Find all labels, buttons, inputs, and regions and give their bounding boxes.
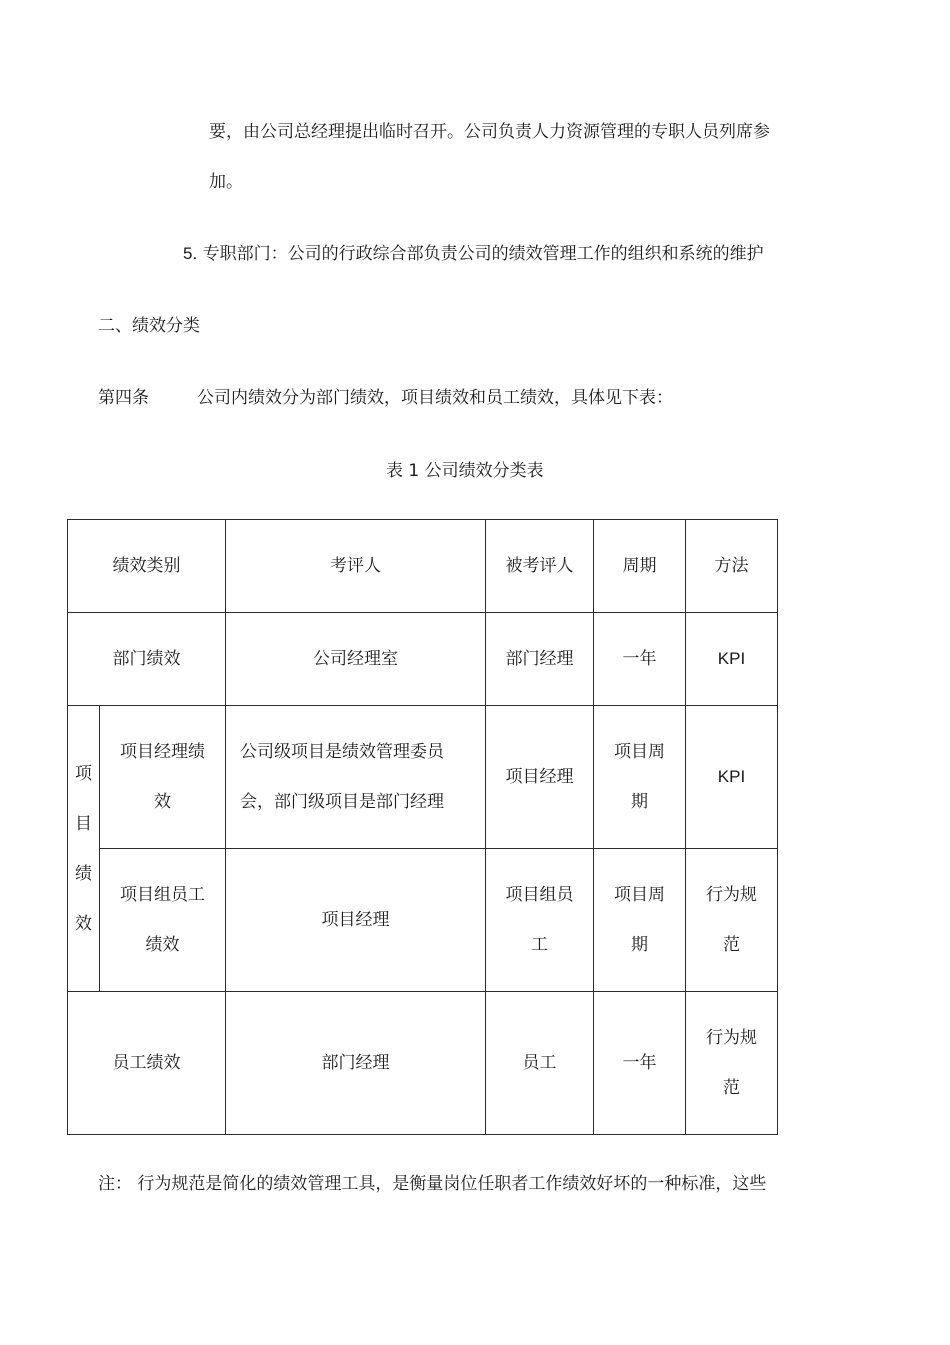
header-evaluatee: 被考评人 xyxy=(486,520,594,613)
header-category: 绩效类别 xyxy=(68,520,226,613)
cell-category xyxy=(100,706,226,849)
article-text: 公司内绩效分为部门绩效，项目绩效和员工绩效，具体见下表： xyxy=(197,388,673,408)
vertical-char: 项 xyxy=(75,763,92,784)
cell-method: KPI xyxy=(686,706,778,849)
cell-evaluatee xyxy=(486,849,594,992)
cell-method xyxy=(686,992,778,1135)
cell-method xyxy=(686,849,778,992)
article-4 xyxy=(98,386,673,410)
vertical-char: 目 xyxy=(75,813,92,834)
cell-category xyxy=(100,849,226,992)
vertical-char: 效 xyxy=(75,913,92,934)
cell-category: 员工绩效 xyxy=(68,992,226,1135)
cell-line: 项目周 xyxy=(614,885,665,905)
table-row xyxy=(68,706,778,849)
list-item-5 xyxy=(183,242,764,266)
list-item-number: 5. xyxy=(183,244,198,263)
article-label: 第四条 xyxy=(98,388,149,408)
cell-line: 项目组员 xyxy=(505,885,574,905)
cell-evaluatee: 项目经理 xyxy=(486,706,594,849)
header-method: 方法 xyxy=(686,520,778,613)
cell-line: 范 xyxy=(723,1078,740,1098)
cell-period xyxy=(594,706,686,849)
header-evaluator: 考评人 xyxy=(226,520,486,613)
cell-evaluator: 部门经理 xyxy=(226,992,486,1135)
cell-project-group xyxy=(68,706,100,992)
cell-line: 项目周 xyxy=(614,742,665,762)
table-caption: 表 1 公司绩效分类表 xyxy=(386,461,544,481)
cell-line: 项目组员工 xyxy=(120,885,205,905)
table-row xyxy=(68,992,778,1135)
cell-line: 会，部门级项目是部门经理 xyxy=(240,792,444,812)
cell-line: 项目经理绩 xyxy=(120,742,205,762)
performance-table xyxy=(67,519,778,1135)
list-item-text: 专职部门：公司的行政综合部负责公司的绩效管理工作的组织和系统的维护 xyxy=(202,244,764,264)
cell-evaluatee: 员工 xyxy=(486,992,594,1135)
cell-category: 部门绩效 xyxy=(68,613,226,706)
cell-line: 工 xyxy=(531,935,548,955)
cell-line: 绩效 xyxy=(145,935,180,955)
cell-evaluator: 公司经理室 xyxy=(226,613,486,706)
header-period: 周期 xyxy=(594,520,686,613)
cell-period xyxy=(594,849,686,992)
cell-evaluator: 项目经理 xyxy=(226,849,486,992)
paragraph-line: 加。 xyxy=(209,172,243,192)
vertical-char: 绩 xyxy=(75,863,92,884)
cell-line: 期 xyxy=(631,792,648,812)
cell-period: 一年 xyxy=(594,992,686,1135)
table-row xyxy=(68,613,778,706)
cell-evaluator xyxy=(226,706,486,849)
paragraph-line: 要，由公司总经理提出临时召开。公司负责人力资源管理的专职人员列席参 xyxy=(209,122,770,142)
cell-evaluatee: 部门经理 xyxy=(486,613,594,706)
cell-method: KPI xyxy=(686,613,778,706)
table-note: 注： 行为规范是简化的绩效管理工具，是衡量岗位任职者工作绩效好坏的一种标准，这些 xyxy=(98,1174,767,1194)
cell-line: 效 xyxy=(154,792,171,812)
cell-line: 行为规 xyxy=(706,885,757,905)
cell-period: 一年 xyxy=(594,613,686,706)
cell-line: 期 xyxy=(631,935,648,955)
cell-line: 公司级项目是绩效管理委员 xyxy=(240,742,444,762)
section-heading: 二、绩效分类 xyxy=(98,316,200,336)
cell-line: 行为规 xyxy=(706,1028,757,1048)
table-header-row xyxy=(68,520,778,613)
cell-line: 范 xyxy=(723,935,740,955)
table-row xyxy=(68,849,778,992)
